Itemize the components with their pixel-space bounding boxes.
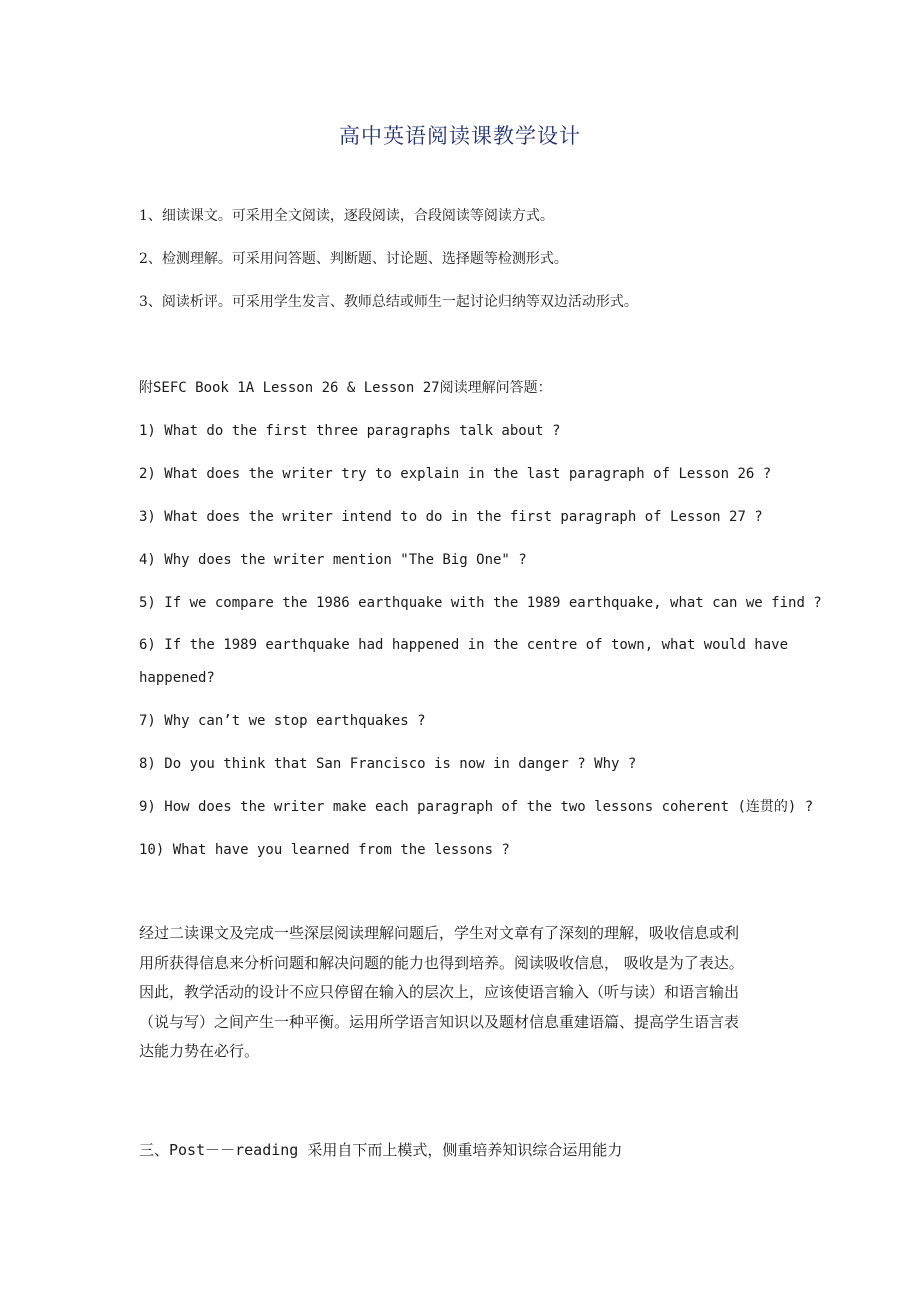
question-item: 3) What does the writer intend to do in the first paragraph of Lesson 27 ? (139, 509, 763, 525)
question-item: 1) What do the first three paragraphs talk about ? (139, 423, 561, 439)
summary-line: 因此，教学活动的设计不应只停留在输入的层次上，应该使语言输入（听与读）和语言输出 (139, 983, 740, 1001)
question-item: 4) Why does the writer mention "The Big One" ? (139, 552, 527, 568)
question-item: 2) What does the writer try to explain in the last paragraph of Lesson 26 ? (139, 466, 772, 482)
summary-line: 经过二读课文及完成一些深层阅读理解问题后，学生对文章有了深刻的理解，吸收信息或利 (139, 924, 740, 942)
question-item-continued: happened? (139, 670, 215, 686)
step-item: 2、检测理解。可采用问答题、判断题、讨论题、选择题等检测形式。 (139, 251, 568, 267)
question-item: 7) Why can’t we stop earthquakes ? (139, 713, 426, 729)
summary-line: （说与写）之间产生一种平衡。运用所学语言知识以及题材信息重建语篇、提高学生语言表 (139, 1012, 740, 1031)
summary-line: 用所获得信息来分析问题和解决问题的能力也得到培养。阅读吸收信息， 吸收是为了表达。 (139, 953, 744, 972)
question-item: 5) If we compare the 1986 earthquake with the 1989 earthquake, what can we find ? (139, 595, 822, 611)
page-title: 高中英语阅读课教学设计 (339, 124, 581, 148)
appendix-heading: 附SEFC Book 1A Lesson 26 & Lesson 27阅读理解问答题： (139, 380, 552, 396)
summary-line: 达能力势在必行。 (139, 1042, 260, 1060)
section-heading: 三、Post－－reading 采用自下而上模式，侧重培养知识综合运用能力 (139, 1141, 623, 1159)
question-item: 8) Do you think that San Francisco is now in danger ? Why ? (139, 756, 637, 772)
step-item: 1、细读课文。可采用全文阅读，逐段阅读，合段阅读等阅读方式。 (139, 208, 554, 224)
step-item: 3、阅读析评。可采用学生发言、教师总结或师生一起讨论归纳等双边活动形式。 (139, 294, 638, 310)
summary-paragraph (139, 919, 789, 1067)
question-item: 10) What have you learned from the lessons ? (139, 842, 510, 858)
question-item: 9) How does the writer make each paragraph of the two lessons coherent (连贯的) ? (139, 799, 814, 815)
question-item: 6) If the 1989 earthquake had happened in the centre of town, what would have (139, 637, 789, 653)
